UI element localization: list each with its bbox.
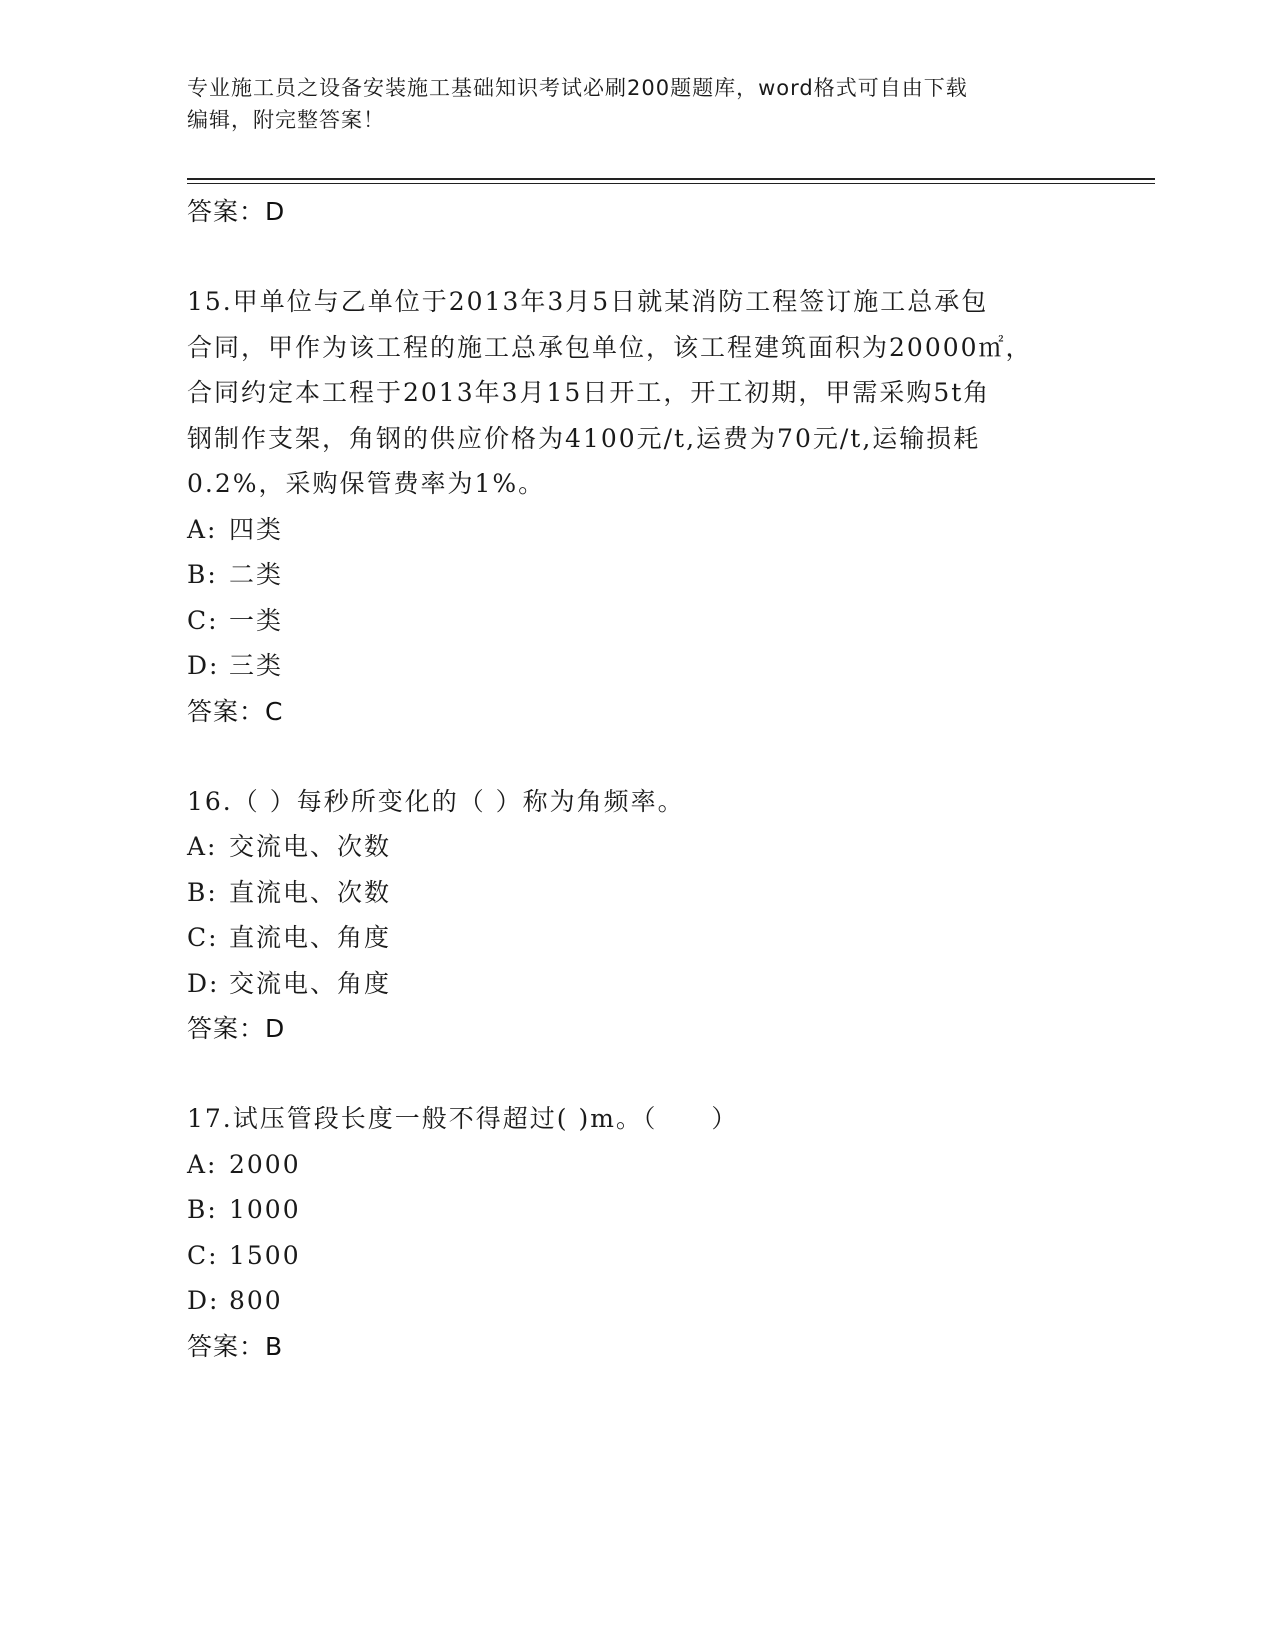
option-text: 800 <box>229 1286 283 1315</box>
option-a <box>187 824 1087 870</box>
question-block <box>187 279 1087 734</box>
option-d <box>187 643 1087 689</box>
question-stem-line: 合同，甲作为该工程的施工总承包单位，该工程建筑面积为20000㎡， <box>187 332 1033 362</box>
option-a <box>187 1142 1087 1188</box>
option-letter: C: <box>187 923 219 952</box>
spacer <box>187 1051 1087 1096</box>
option-c <box>187 1233 1087 1279</box>
option-d <box>187 1278 1087 1324</box>
option-letter: A: <box>187 832 218 861</box>
spacer <box>187 734 1087 779</box>
option-text: 直流电、角度 <box>229 923 392 952</box>
option-letter: D: <box>187 651 220 680</box>
option-letter: B: <box>187 560 218 589</box>
header-rule-thick <box>187 178 1155 180</box>
question-list <box>187 189 1087 1369</box>
option-text: 四类 <box>229 514 284 544</box>
option-c <box>187 598 1087 644</box>
answer-line: 答案：C <box>187 696 284 726</box>
previous-answer: 答案：D <box>187 197 286 226</box>
question-stem <box>187 779 1067 825</box>
question-block <box>187 779 1087 1052</box>
option-letter: A: <box>187 1149 218 1179</box>
option-letter: D: <box>187 1286 220 1315</box>
spacer <box>187 234 1087 279</box>
question-stem <box>187 279 1067 507</box>
header-title-line-1: 专业施工员之设备安装施工基础知识考试必刷200题题库，word格式可自由下载 <box>187 76 968 100</box>
question-stem-line: 合同约定本工程于2013年3月15日开工，开工初期，甲需采购5t角 <box>187 378 991 407</box>
answer-line: 答案：B <box>187 1331 284 1361</box>
question-block <box>187 1096 1087 1369</box>
question-stem-line: 17.试压管段长度一般不得超过( )m。（ ） <box>187 1104 739 1133</box>
option-letter: B: <box>187 877 218 907</box>
option-letter: B: <box>187 1195 218 1224</box>
option-text: 三类 <box>229 651 284 680</box>
option-text: 一类 <box>229 605 284 635</box>
option-b <box>187 1187 1087 1233</box>
option-text: 2000 <box>229 1149 301 1179</box>
document-header <box>187 72 1067 136</box>
option-b <box>187 870 1087 916</box>
question-stem-line: 钢制作支架，角钢的供应价格为4100元/t,运费为70元/t,运输损耗 <box>187 423 981 453</box>
option-c <box>187 915 1087 961</box>
option-text: 二类 <box>229 560 284 589</box>
option-text: 1500 <box>229 1240 301 1270</box>
question-stem-line: 0.2%，采购保管费率为1%。 <box>187 469 546 498</box>
option-text: 直流电、次数 <box>229 877 392 907</box>
option-text: 交流电、次数 <box>229 832 392 861</box>
header-rule-thin <box>187 183 1155 184</box>
option-letter: C: <box>187 1240 219 1270</box>
option-text: 1000 <box>229 1195 301 1224</box>
option-text: 交流电、角度 <box>229 968 392 998</box>
question-stem-line: 15.甲单位与乙单位于2013年3月5日就某消防工程签订施工总承包 <box>187 287 989 316</box>
answer-line: 答案：D <box>187 1014 286 1043</box>
option-letter: D: <box>187 968 220 998</box>
question-stem-line: 16.（ ）每秒所变化的（ ）称为角频率。 <box>187 786 685 816</box>
header-title-line-2: 编辑，附完整答案！ <box>187 108 385 132</box>
question-stem <box>187 1096 1067 1142</box>
option-letter: C: <box>187 605 219 635</box>
option-b <box>187 552 1087 598</box>
option-letter: A: <box>187 514 218 544</box>
option-a <box>187 507 1087 553</box>
option-d <box>187 961 1087 1007</box>
